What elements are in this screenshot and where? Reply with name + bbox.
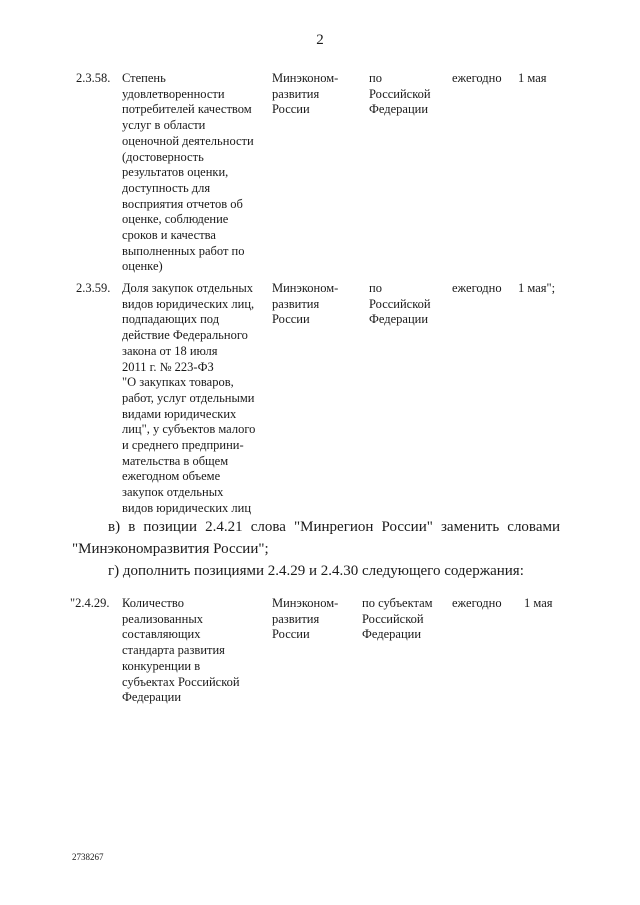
deadline: 1 мая"; <box>518 281 556 295</box>
document-code: 2738267 <box>72 852 104 862</box>
responsible-agency: Минэконом- развития России <box>272 281 339 327</box>
amendment-paragraph-v: в) в позиции 2.4.21 слова "Минрегион России" заменить словами <box>108 519 560 535</box>
responsible-agency: Минэконом- развития России <box>272 596 339 642</box>
deadline: 1 мая <box>518 71 547 85</box>
page-number: 2 <box>316 32 324 48</box>
indicator-description: Количество реализованных составляющих стандарта развития конкуренции в субъектах Российской Федерации <box>122 596 240 705</box>
reporting-level: по Российской Федерации <box>369 71 431 117</box>
position-number: "2.4.29. <box>70 596 110 610</box>
indicator-description: Степень удовлетворенности потребителей качеством услуг в области оценочной деятельности (достоверность результатов оценки, доступность для восприятия отчетов об оценке, соблюдение сроков и качества выполненных работ по оценке) <box>122 71 254 274</box>
reporting-level: по Российской Федерации <box>369 281 431 327</box>
reporting-level: по субъектам Российской Федерации <box>362 596 433 642</box>
deadline: 1 мая <box>524 596 553 610</box>
frequency: ежегодно <box>452 596 502 610</box>
position-number: 2.3.58. <box>76 71 111 85</box>
indicator-description: Доля закупок отдельных видов юридических лиц, подпадающих под действие Федерального закона от 18 июля 2011 г. № 223-ФЗ "О закупках товаров, работ, услуг отдельными видами юридических лиц", у субъектов малого и среднего предприни- мательства в общем ежегодном объеме закупок отдельных видов юридических лиц <box>122 281 256 515</box>
amendment-paragraph-g: г) дополнить позициями 2.4.29 и 2.4.30 следующего содержания: <box>108 563 524 579</box>
frequency: ежегодно <box>452 281 502 295</box>
responsible-agency: Минэконом- развития России <box>272 71 339 117</box>
frequency: ежегодно <box>452 71 502 85</box>
position-number: 2.3.59. <box>76 281 111 295</box>
amendment-paragraph-v-continuation: "Минэкономразвития России"; <box>72 541 269 557</box>
